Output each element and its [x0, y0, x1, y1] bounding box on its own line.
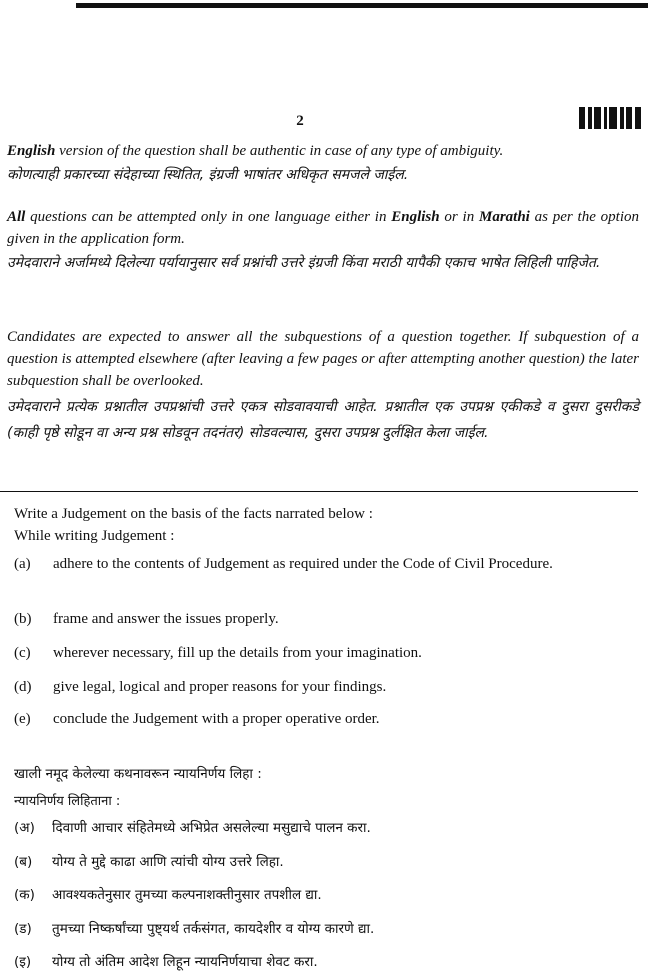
item-text: तुमच्या निष्कर्षांच्या पुष्ट्यर्थ तर्कसंगत, कायदेशीर व योग्य कारणे द्या.	[52, 921, 375, 937]
instruction-text-en: or in	[439, 209, 479, 225]
instruction-text-en: Candidates are expected to answer all the subquestions of a question together. If subquestion of a question is attempted elsewhere (after leaving a few pages or after attempting another question) the later subquestion shall be overlooked.	[7, 329, 639, 389]
instruction-text-mr: कोणत्याही प्रकारच्या संदेहाच्या स्थितित, इंग्रजी भाषांतर अधिकृत समजले जाईल.	[7, 167, 409, 183]
item-text: आवश्यकतेनुसार तुमच्या कल्पनाशक्तीनुसार तपशील द्या.	[52, 887, 322, 903]
instruction-language	[7, 206, 639, 276]
item-text: give legal, logical and proper reasons for your findings.	[53, 679, 387, 695]
instruction-text-en: as per the option given in the application form.	[7, 209, 639, 247]
item-text: conclude the Judgement with a proper operative order.	[53, 711, 380, 727]
instruction-text-mr: उमेदवाराने अर्जामध्ये दिलेल्या पर्यायानुसार सर्व प्रश्नांची उत्तरे इंग्रजी किंवा मराठी यापैकी एकाच भाषेत लिहिली पाहिजेत.	[7, 255, 601, 271]
item-label: (a)	[14, 556, 31, 572]
language-marathi: Marathi	[479, 209, 530, 225]
instruction-ambiguity	[7, 140, 639, 188]
section-divider	[0, 491, 638, 492]
item-label: (ब)	[14, 854, 33, 870]
top-rule	[76, 3, 648, 8]
barcode	[579, 107, 641, 129]
instruction-lead: All	[7, 209, 26, 225]
item-text: adhere to the contents of Judgement as required under the Code of Civil Procedure.	[53, 556, 553, 572]
item-label: (e)	[14, 711, 31, 727]
item-label: (अ)	[14, 820, 35, 836]
item-label: (c)	[14, 645, 31, 661]
item-text: योग्य तो अंतिम आदेश लिहून न्यायनिर्णयाचा शेवट करा.	[52, 954, 318, 970]
instruction-text-en: questions can be attempted only in one language either in	[25, 209, 392, 225]
item-label: (क)	[14, 887, 35, 903]
instruction-text-en: version of the question shall be authentic in case of any type of ambiguity.	[55, 143, 504, 159]
item-text: wherever necessary, fill up the details from your imagination.	[53, 645, 422, 661]
question-subintro-mr: न्यायनिर्णय लिहिताना :	[14, 794, 121, 809]
instruction-subquestions	[7, 326, 639, 446]
page-number: 2	[296, 113, 304, 129]
item-label: (इ)	[14, 954, 32, 970]
item-label: (b)	[14, 611, 32, 627]
item-text: frame and answer the issues properly.	[53, 611, 279, 627]
item-label: (d)	[14, 679, 32, 695]
item-text: दिवाणी आचार संहितेमध्ये अभिप्रेत असलेल्या मसुद्याचे पालन करा.	[52, 820, 371, 836]
item-label: (ड)	[14, 921, 32, 937]
item-text: योग्य ते मुद्दे काढा आणि त्यांची योग्य उत्तरे लिहा.	[52, 854, 284, 870]
instruction-lead: English	[7, 143, 56, 159]
instruction-text-mr: उमेदवाराने प्रत्येक प्रश्नातील उपप्रश्नांची उत्तरे एकत्र सोडवावयाची आहेत. प्रश्नातील एक उपप्रश्न एकीकडे व दुसरा दुसरीकडे (काही पृष्ठे सोडून वा अन्य प्रश्न सोडवून तदनंतर) सोडवल्यास, दुसरा उपप्रश्न दुर्लक्षित केला जाईल.	[7, 399, 639, 441]
question-intro-mr: खाली नमूद केलेल्या कथनावरून न्यायनिर्णय लिहा :	[14, 766, 262, 782]
language-english: English	[391, 209, 440, 225]
question-subintro: While writing Judgement :	[14, 528, 175, 544]
question-intro: Write a Judgement on the basis of the facts narrated below :	[14, 506, 373, 522]
